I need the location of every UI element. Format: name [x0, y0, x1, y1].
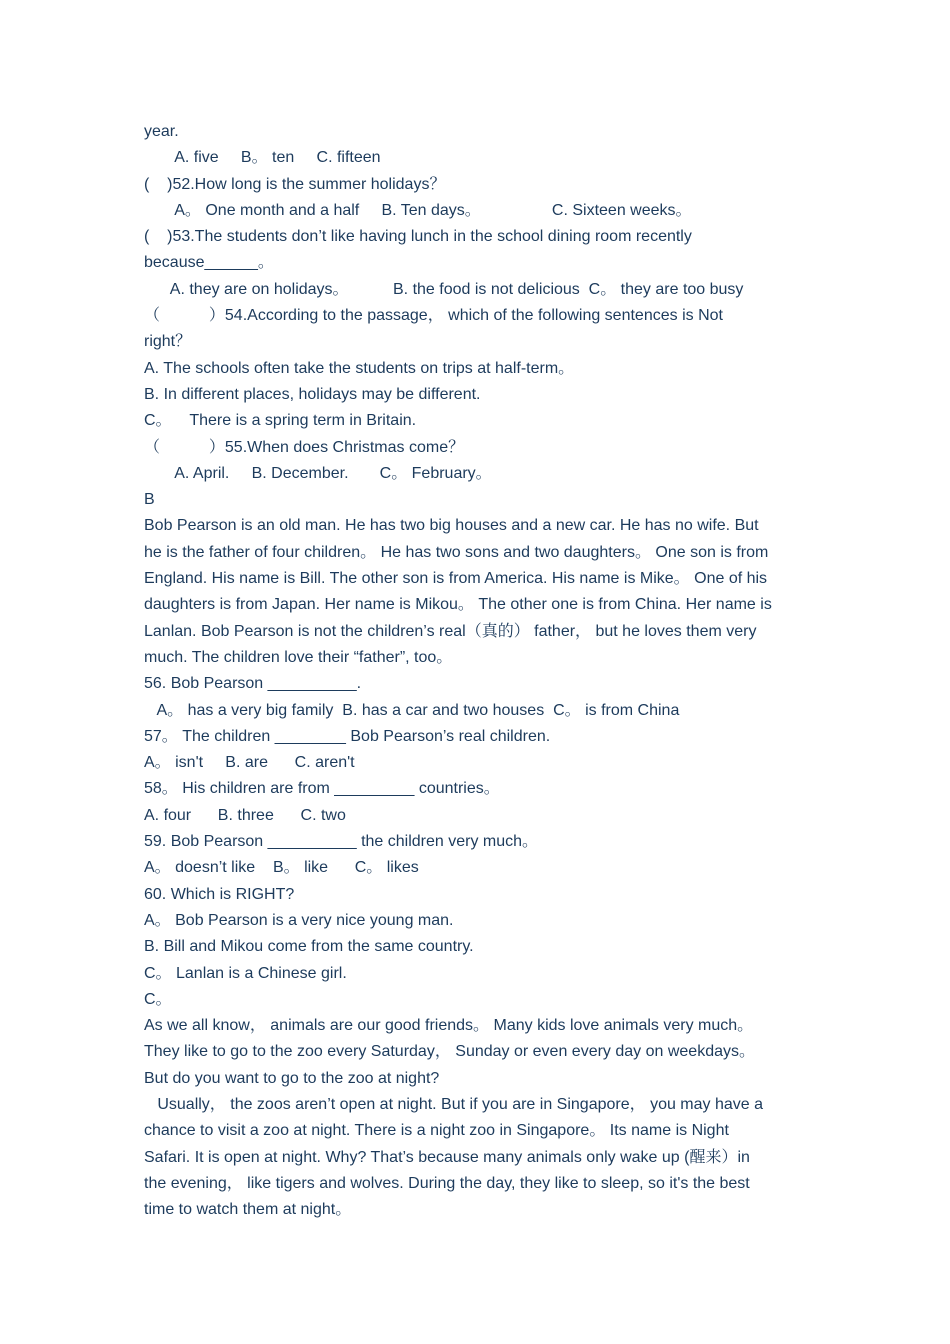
text-line: But do you want to go to the zoo at night? [144, 1069, 440, 1087]
text-line: （ ）54.According to the passage， which of the following sentences is Not [144, 307, 723, 325]
text-line: England. His name is Bill. The other son is from America. His name is Mike。 One of his [144, 570, 768, 588]
text-line: A。 isn't B. are C. aren't [144, 754, 355, 772]
text-line: A。 has a very big family B. has a car and two houses C。 is from China [144, 701, 680, 719]
text-line: right？ [144, 333, 192, 351]
text-line: he is the father of four children。 He has two sons and two daughters。 One son is from [144, 543, 769, 561]
text-line: B. In different places, holidays may be different. [144, 385, 481, 403]
text-line: A. they are on holidays。 B. the food is not delicious C。 they are too busy [144, 280, 744, 298]
text-line: Bob Pearson is an old man. He has two big houses and a new car. He has no wife. But [144, 517, 759, 535]
text-line: A。 doesn’t like B。 like C。 likes [144, 859, 419, 877]
text-line: A. April. B. December. C。 February。 [144, 464, 492, 482]
text-line: 60. Which is RIGHT? [144, 885, 295, 903]
text-line: 59. Bob Pearson __________ the children very much。 [144, 833, 539, 851]
text-line: C。 There is a spring term in Britain. [144, 412, 417, 430]
text-line: the evening， like tigers and wolves. During the day, they like to sleep, so it's the best [144, 1174, 750, 1192]
text-line: （ ）55.When does Christmas come？ [144, 438, 465, 456]
text-line: B. Bill and Mikou come from the same country. [144, 938, 474, 956]
document-text [144, 119, 824, 1223]
text-line: A。 Bob Pearson is a very nice young man. [144, 911, 454, 929]
text-line: A. five B。 ten C. fifteen [144, 149, 381, 167]
text-line: As we all know， animals are our good friends。 Many kids love animals very much。 [144, 1017, 754, 1035]
text-line: 56. Bob Pearson __________. [144, 675, 362, 693]
text-line: chance to visit a zoo at night. There is a night zoo in Singapore。 Its name is Night [144, 1122, 729, 1140]
text-line: Lanlan. Bob Pearson is not the children’s real（真的） father， but he loves them very [144, 622, 757, 640]
text-line: C。 Lanlan is a Chinese girl. [144, 964, 347, 982]
text-line: because______。 [144, 254, 274, 272]
text-line: A. The schools often take the students on trips at half-term。 [144, 359, 575, 377]
text-line: daughters is from Japan. Her name is Mikou。 The other one is from China. Her name is [144, 596, 772, 614]
text-line: ( )52.How long is the summer holidays？ [144, 175, 446, 193]
text-line: much. The children love their “father”, too。 [144, 648, 453, 666]
text-line: B [144, 491, 155, 509]
text-line: time to watch them at night。 [144, 1201, 352, 1219]
text-line: ( )53.The students don’t like having lunch in the school dining room recently [144, 228, 692, 246]
text-line: year. [144, 123, 179, 140]
text-line: Usually， the zoos aren’t open at night. But if you are in Singapore， you may have a [144, 1095, 764, 1113]
text-line: A. four B. three C. two [144, 806, 346, 824]
text-line: C。 [144, 990, 172, 1008]
text-line: Safari. It is open at night. Why? That’s because many animals only wake up (醒来）in [144, 1148, 750, 1166]
text-line: A。 One month and a half B. Ten days。 C. Sixteen weeks。 [144, 201, 692, 219]
text-line: 57。 The children ________ Bob Pearson’s real children. [144, 727, 551, 745]
text-line: 58。 His children are from _________ countries。 [144, 780, 500, 798]
text-line: They like to go to the zoo every Saturday， Sunday or even every day on weekdays。 [144, 1043, 755, 1061]
